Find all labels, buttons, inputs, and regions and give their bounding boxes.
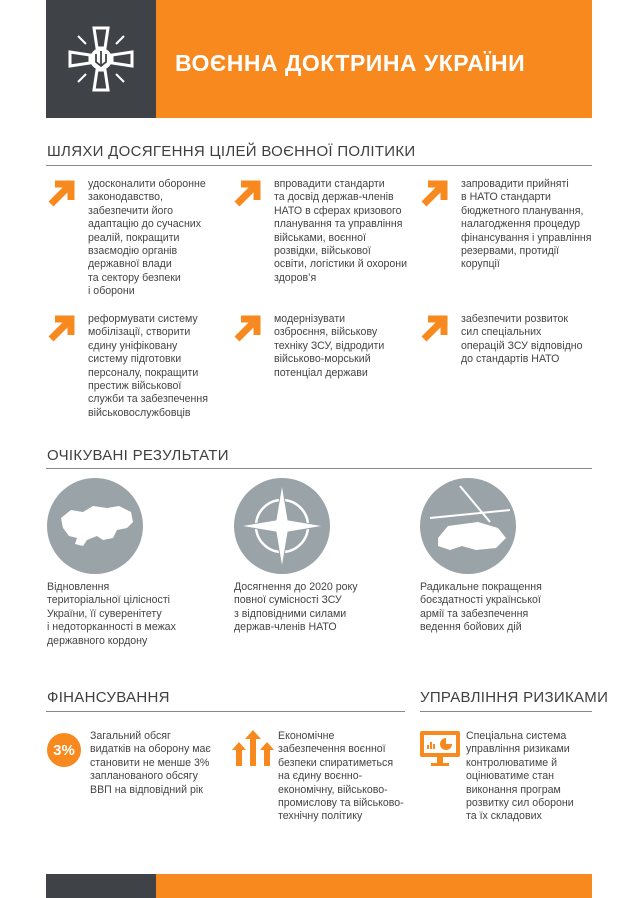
footer-orange-bar (156, 874, 592, 898)
percent-badge-label: 3% (53, 741, 75, 759)
nato-star-icon (234, 478, 330, 574)
way-item-text: забезпечити розвиток сил спеціальних операцій ЗСУ відповідно до стандартів НАТО (461, 313, 583, 366)
orange-arrow-icon (420, 313, 450, 343)
risk-text: Спеціальна система управління ризиками контролюватиме й оцінюватиме стан виконання програм розвитку сил оборони та їх складових (466, 730, 574, 823)
way-item-text: впровадити стандарти та досвід держав-членів НАТО в сферах кризового планування та управління військами, воєнної розвідки, військової освіти, логістики й охорони здоров’я (274, 178, 408, 284)
page-title: ВОЄННА ДОКТРИНА УКРАЇНИ (175, 50, 526, 76)
way-item-text: реформувати систему мобілізації, створити єдину уніфіковану систему підготовки персоналу, покращити престиж військової служби та забезпечення військовослужбовців (88, 313, 208, 419)
way-item-text: удосконалити оборонне законодавство, забезпечити його адаптацію до сучасних реалій, покращити взаємодію органів державної влади та сектору безпеки і оборони (88, 178, 206, 298)
section-heading-results: ОЧІКУВАНІ РЕЗУЛЬТАТИ (47, 447, 229, 464)
header-dark-block (46, 0, 156, 118)
divider (46, 711, 405, 712)
coat-of-arms-icon (66, 24, 136, 94)
footer-dark-bar (46, 874, 156, 898)
ukraine-map-icon (47, 478, 143, 574)
orange-arrow-icon (233, 178, 263, 208)
divider (46, 165, 592, 166)
growth-arrows-icon (232, 730, 274, 766)
monitor-chart-icon (420, 731, 460, 767)
section-heading-finance: ФІНАНСУВАННЯ (47, 689, 170, 706)
orange-arrow-icon (47, 178, 77, 208)
percent-badge (47, 733, 81, 767)
finance-text-1: Загальний обсяг видатків на оборону має становити не менше 3% запланованого обсягу ВВП на відповідний рік (90, 730, 211, 796)
orange-arrow-icon (233, 313, 263, 343)
section-heading-risk: УПРАВЛІННЯ РИЗИКАМИ (420, 689, 609, 706)
result-item-text: Досягнення до 2020 року повної сумісності ЗСУ з відповідними силами держав-членів НАТО (234, 581, 358, 634)
way-item-text: запровадити прийняті в НАТО стандарти бюджетного планування, налагодження процедур фінансування і управління резервами, протидії корупції (461, 178, 592, 271)
helicopter-icon (420, 478, 516, 574)
orange-arrow-icon (420, 178, 450, 208)
finance-text-2: Економічне забезпечення воєнної безпеки спиратиметься на єдину воєнно- економічну, військово- промислову та військово- технічну політику (278, 730, 404, 823)
divider (420, 711, 592, 712)
result-item-text: Радикальне покращення боєздатності української армії та забезпечення ведення бойових дій (420, 581, 542, 634)
section-heading-ways: ШЛЯХИ ДОСЯГЕННЯ ЦІЛЕЙ ВОЄННОЇ ПОЛІТИКИ (47, 143, 416, 160)
way-item-text: модернізувати озброєння, військову техніку ЗСУ, відродити військово-морський потенціал держави (274, 313, 385, 379)
divider (46, 468, 592, 469)
orange-arrow-icon (47, 313, 77, 343)
result-item-text: Відновлення територіальної цілісності України, її суверенітету і недоторканності в межах державного кордону (47, 581, 176, 647)
